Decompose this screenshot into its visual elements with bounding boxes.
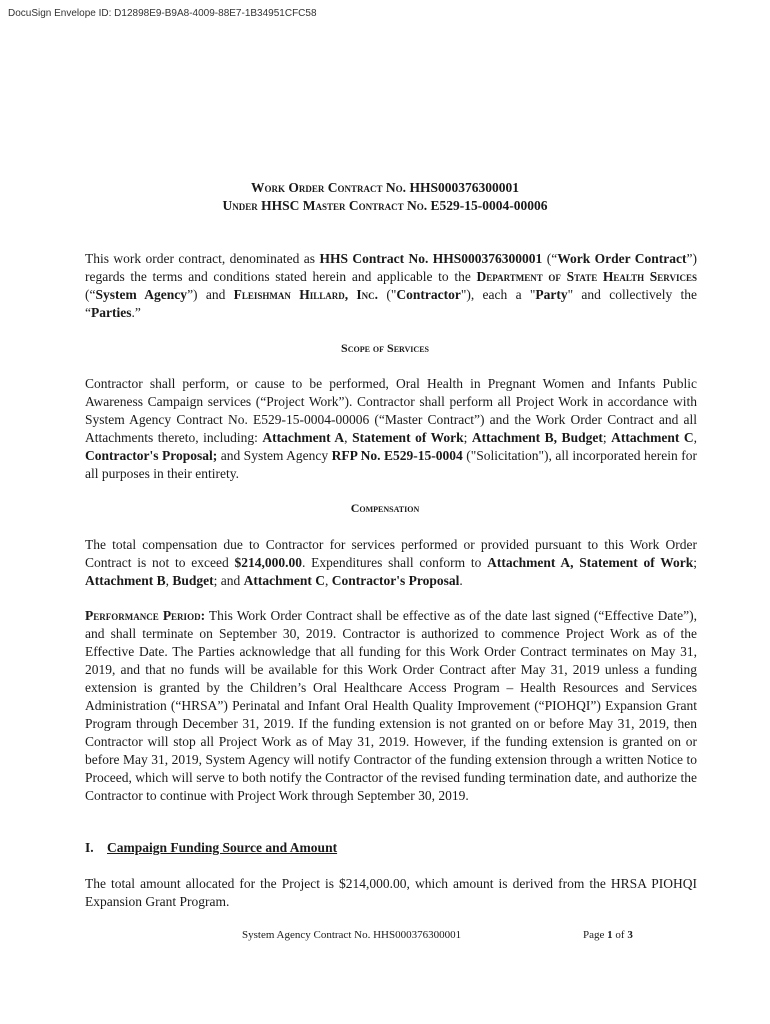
document-title-line2 — [0, 198, 770, 214]
document-title-line1 — [0, 180, 770, 196]
performance-period-label: Performance Period: — [85, 608, 206, 623]
title-line2-label: Under HHSC Master Contract No. — [222, 198, 431, 213]
section-1-heading: Campaign Funding Source and Amount — [107, 840, 338, 855]
footer-page-number: Page 1 of 3 — [583, 929, 633, 941]
section-1-number: I. — [85, 840, 94, 855]
docusign-envelope-id: DocuSign Envelope ID: D12898E9-B9A8-4009-88E7-1B34951CFC58 — [8, 8, 317, 19]
compensation-paragraph: The total compensation due to Contractor for services performed or provided pursuant to this Work Order Contract is not to exceed $214,000.00. Expenditures shall conform to Attachment A, Statement of Work; Attachment B, Budget; and Attachment C, Contractor's Proposal. — [85, 537, 697, 588]
title-line2-number: E529-15-0004-00006 — [430, 198, 548, 213]
scope-heading: Scope of Services — [341, 341, 429, 355]
section-1-title — [85, 840, 337, 856]
footer-contract-number: System Agency Contract No. HHS000376300001 — [242, 929, 462, 941]
scope-paragraph: Contractor shall perform, or cause to be performed, Oral Health in Pregnant Women and Infants Public Awareness Campaign services (“Project Work”). Contractor shall perform all Project Work in accordance with System Agency Contract No. E529-15-0004-00006 (“Master Contract”) and the Work Order Contract and all Attachments thereto, including: Attachment A, Statement of Work; Attachment B, Budget; Attachment C, Contractor's Proposal; and System Agency RFP No. E529-15-0004 ("Solicitation"), all incorporated herein for all purposes in their entirety. — [85, 376, 697, 481]
title-line1-number: HHS000376300001 — [409, 180, 519, 195]
performance-period-paragraph: Performance Period: This Work Order Contract shall be effective as of the date last signed (“Effective Date”), and shall terminate on September 30, 2019. Contractor is authorized to commence Project Work as of the Effective Date. The Parties acknowledge that all funding for this Work Order Contract terminates on May 31, 2019, and that no funds will be available for this Work Order Contract after May 31, 2019 unless a funding extension is granted by the Children’s Oral Healthcare Access Program – Health Resources and Services Administration (“HRSA”) Perinatal and Infant Oral Health Quality Improvement (“PIOHQI”) Expansion Grant Program through December 31, 2019. If the funding extension is not granted on or before May 31, 2019, then Contractor will stop all Project Work as of May 31, 2019. However, if the funding extension is granted on or before May 31, 2019, System Agency will notify Contractor of the funding extension through a written Notice to Proceed, which will serve to both notify the Contractor of the revised funding termination date, and authorize the Contractor to continue with Project Work through September 30, 2019. — [85, 608, 697, 803]
title-line1-label: Work Order Contract No. — [251, 180, 410, 195]
compensation-heading: Compensation — [350, 501, 420, 515]
section-1-paragraph: The total amount allocated for the Project is $214,000.00, which amount is derived from the HRSA PIOHQI Expansion Grant Program. — [85, 876, 697, 909]
intro-paragraph: This work order contract, denominated as HHS Contract No. HHS000376300001 (“Work Order Contract”) regards the terms and conditions stated herein and applicable to the Department of State Health Services (“System Agency”) and Fleishman Hillard, Inc. ("Contractor"), each a "Party" and collectively the “Parties.” — [85, 251, 697, 320]
